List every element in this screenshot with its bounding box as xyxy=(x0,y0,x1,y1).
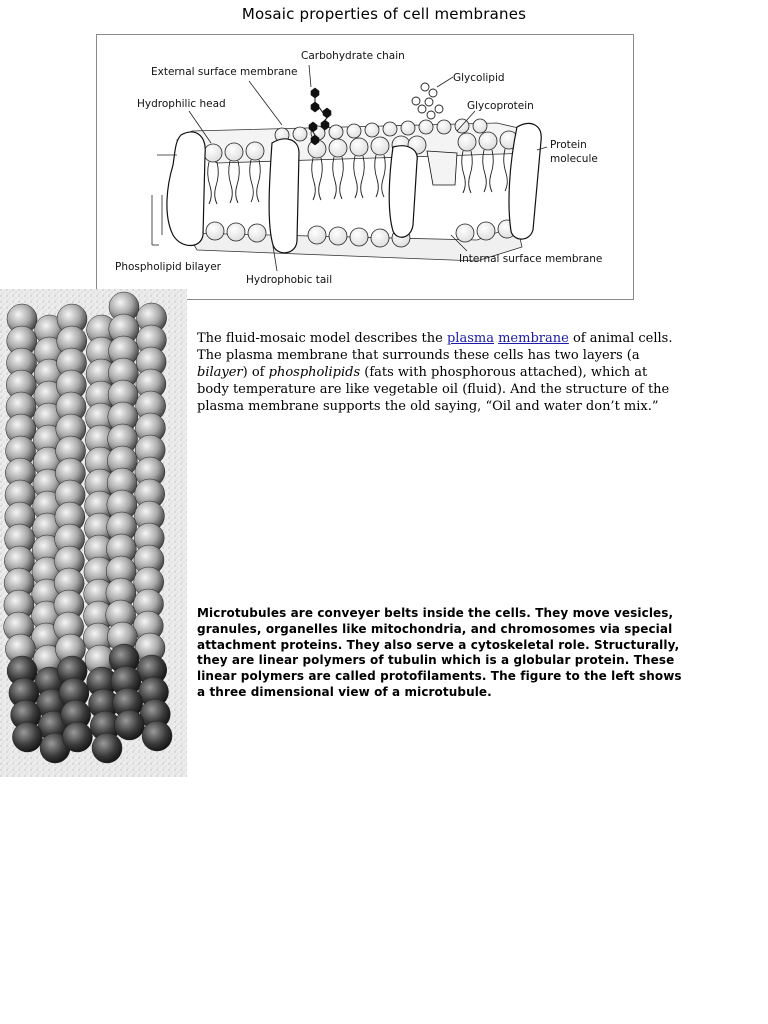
tubulin-sphere xyxy=(142,721,172,751)
para-text-2: of animal cells. The plasma membrane that surrounds these cells has two layers (a xyxy=(197,331,673,363)
membrane-link[interactable]: membrane xyxy=(498,331,569,346)
tubulin-sphere xyxy=(12,722,42,752)
microtubule-image xyxy=(0,289,187,777)
label-phospholipid-bilayer: Phospholipid bilayer xyxy=(115,261,221,273)
membrane-illustration xyxy=(97,35,633,299)
para-text-4: (fats with phosphorous attached), which at body temperature are like vegetable oil (fluid). And the structure of the plasma membrane supports the old saying, “Oil and water don’t mix.” xyxy=(197,365,670,414)
em-phospholipids: phospholipids xyxy=(268,365,361,380)
microtubule-paragraph: Microtubules are conveyer belts inside the cells. They move vesicles, granules, organelles like mitochondria, and chromosomes via special attachment proteins. They also serve a cytoskeletal role. Structurally, they are linear polymers of tubulin which is a globular protein. These linear polymers are called protofilaments. The figure to the left shows a three dimensional view of a microtubule. xyxy=(197,606,682,699)
para-text-3: ) of xyxy=(242,365,269,380)
label-hydrophobic-tail: Hydrophobic tail xyxy=(246,274,333,286)
label-external-surface-membrane: External surface membrane xyxy=(151,66,298,78)
tubulin-sphere xyxy=(114,710,144,740)
label-hydrophilic-head: Hydrophilic head xyxy=(137,98,226,110)
label-glycoprotein: Glycoprotein xyxy=(467,100,534,112)
tubulin-sphere xyxy=(92,733,122,763)
em-bilayer: bilayer xyxy=(197,365,243,380)
label-glycolipid: Glycolipid xyxy=(453,72,505,84)
label-internal-surface-membrane: Internal surface membrane xyxy=(459,253,603,265)
membrane-diagram xyxy=(96,34,634,300)
plasma-link[interactable]: plasma xyxy=(446,331,494,346)
tubulin-sphere xyxy=(62,722,92,752)
label-carbohydrate-chain: Carbohydrate chain xyxy=(301,50,405,62)
para-text-1: The fluid-mosaic model describes the xyxy=(197,331,447,346)
fluid-mosaic-paragraph xyxy=(197,330,683,415)
label-protein-molecule-line1: Protein xyxy=(550,139,587,151)
microtubule-illustration xyxy=(0,289,187,777)
page-title: Mosaic properties of cell membranes xyxy=(241,5,527,23)
label-protein-molecule-line2: molecule xyxy=(550,153,598,165)
